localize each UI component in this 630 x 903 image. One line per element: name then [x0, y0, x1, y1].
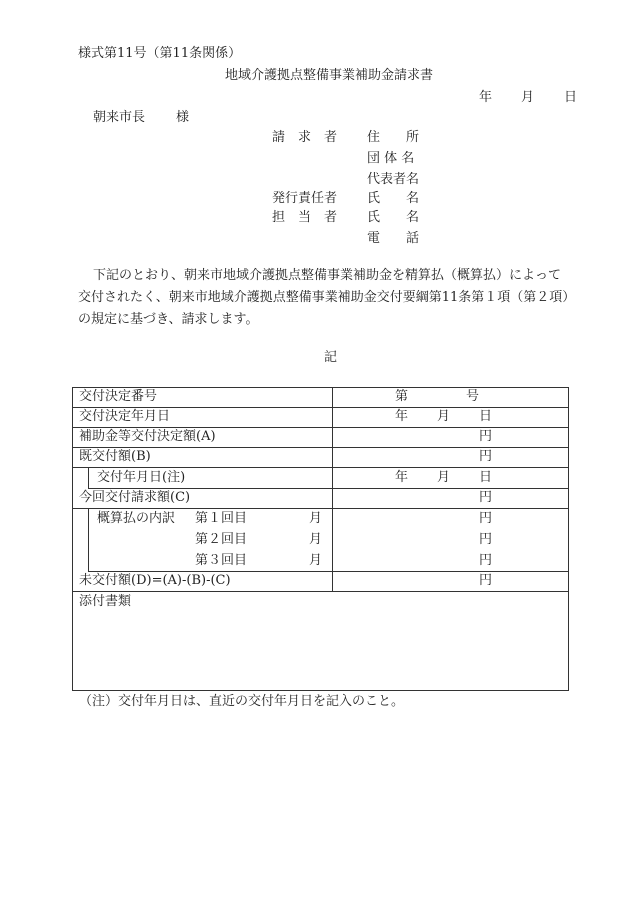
installment-3-month: 月 [309, 553, 323, 568]
document-title: 地域介護拠点整備事業補助金請求書 [225, 68, 434, 83]
requester-label: 請 求 者 [272, 130, 338, 145]
decision-date-label: 交付決定年月日 [79, 409, 171, 424]
date-month-label: 月 [521, 90, 535, 105]
issuer-name-label: 氏 名 [367, 191, 420, 206]
attachments-label: 添付書類 [79, 594, 132, 609]
decision-date-day: 日 [479, 409, 493, 424]
ki-heading: 記 [324, 350, 338, 365]
unpaid-amount-yen: 円 [479, 573, 493, 588]
payment-date-label: 交付年月日(注) [97, 470, 186, 485]
body-line-2: 交付されたく、朝来市地域介護拠点整備事業補助金交付要綱第11条第１項（第２項） [78, 290, 576, 305]
installment-2-month: 月 [309, 532, 323, 547]
footnote: （注）交付年月日は、直近の交付年月日を記入のこと。 [79, 694, 405, 709]
phone-label: 電 話 [367, 231, 420, 246]
unpaid-amount-label: 未交付額(D)=(A)-(B)-(C) [79, 573, 231, 588]
form-number: 様式第11号（第11条関係） [78, 46, 242, 61]
decision-number-suffix: 号 [466, 389, 480, 404]
installment-2-label: 第２回目 [195, 532, 248, 547]
already-paid-yen: 円 [479, 449, 493, 464]
installment-1-month: 月 [309, 511, 323, 526]
installment-3-yen: 円 [479, 553, 493, 568]
installment-1-yen: 円 [479, 511, 493, 526]
date-year-label: 年 [479, 90, 493, 105]
issuer-label: 発行責任者 [272, 191, 338, 206]
installment-1-label: 第１回目 [195, 511, 248, 526]
estimate-breakdown-label: 概算払の内訳 [97, 511, 176, 526]
payment-date-month: 月 [437, 470, 451, 485]
payment-date-day: 日 [479, 470, 493, 485]
installment-3-label: 第３回目 [195, 553, 248, 568]
payment-date-year: 年 [395, 470, 409, 485]
decision-number-prefix: 第 [395, 389, 409, 404]
organization-label: 団 体 名 [367, 151, 415, 166]
decision-date-year: 年 [395, 409, 409, 424]
already-paid-label: 既交付額(B) [79, 449, 151, 464]
representative-label: 代表者名 [367, 172, 420, 187]
date-day-label: 日 [564, 90, 578, 105]
decided-amount-label: 補助金等交付決定額(A) [79, 429, 216, 444]
decision-number-label: 交付決定番号 [79, 389, 158, 404]
current-request-yen: 円 [479, 490, 493, 505]
contact-person-label: 担 当 者 [272, 210, 338, 225]
body-line-1: 下記のとおり、朝来市地域介護拠点整備事業補助金を精算払（概算払）によって [93, 268, 562, 283]
installment-2-yen: 円 [479, 532, 493, 547]
decided-amount-yen: 円 [479, 429, 493, 444]
body-line-3: の規定に基づき、請求します。 [78, 312, 259, 327]
current-request-label: 今回交付請求額(C) [79, 490, 191, 505]
decision-date-month: 月 [437, 409, 451, 424]
address-label: 住 所 [367, 130, 420, 145]
addressee-name: 朝来市長 [93, 110, 146, 125]
addressee-suffix: 様 [176, 110, 190, 125]
contact-name-label: 氏 名 [367, 210, 420, 225]
